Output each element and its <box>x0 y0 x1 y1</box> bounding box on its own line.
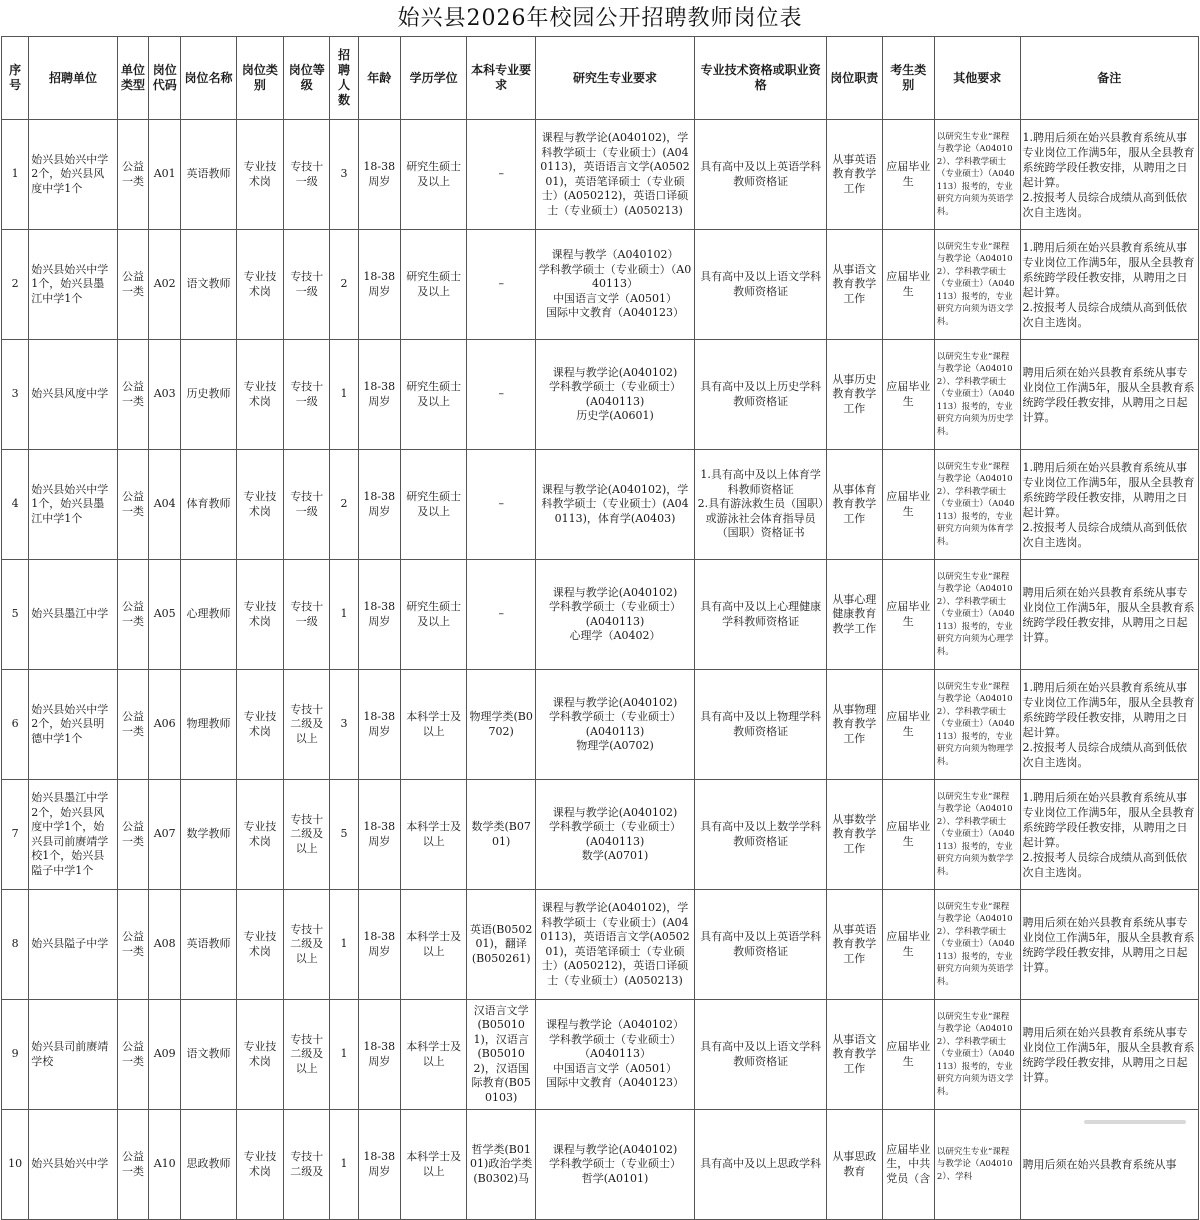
job-duty-cell: 从事心理健康教育教学工作 <box>827 560 882 670</box>
position-name-cell: 心理教师 <box>181 560 236 670</box>
header-row <box>2 37 1199 120</box>
position-level-cell: 专技十二级及以上 <box>284 670 330 780</box>
remarks-cell: 聘用后须在始兴县教育系统从事专业岗位工作满5年，服从全县教育系统跨学段任教安排，从聘用之日起计算。 <box>1020 890 1198 1000</box>
job-duty-cell: 从事语文教育教学工作 <box>827 230 882 340</box>
recruiting-unit-cell: 始兴县始兴中学1个，始兴县墨江中学1个 <box>29 230 118 340</box>
other-requirements-cell: 以研究生专业“课程与教学论（A040102）、学科 <box>934 1110 1020 1220</box>
age-range-cell: 18-38周岁 <box>358 120 400 230</box>
position-name-cell: 语文教师 <box>181 1000 236 1110</box>
row-number-cell: 4 <box>2 450 29 560</box>
recruiting-unit-cell: 始兴县始兴中学1个，始兴县墨江中学1个 <box>29 450 118 560</box>
grad-major-cell: 课程与教学论（A040102） 学科教学硕士（专业硕士） （A040113） 中国语言文学（A0501） 国际中文教育（A040123） <box>535 1000 694 1110</box>
other-requirements-cell: 以研究生专业“课程与教学论（A040102）、学科教学硕士（专业硕士）（A040113）报考的，专业研究方向须为英语学科。 <box>934 120 1020 230</box>
undergrad-major-cell: 哲学类(B0101)政治学类(B0302)马 <box>467 1110 536 1220</box>
job-duty-cell: 从事物理教育教学工作 <box>827 670 882 780</box>
table-row <box>2 230 1199 340</box>
education-degree-cell: 研究生硕士及以上 <box>400 120 467 230</box>
qualification-cell: 具有高中及以上数学学科教师资格证 <box>695 780 827 890</box>
row-number-cell: 5 <box>2 560 29 670</box>
recruiting-unit-cell: 始兴县风度中学 <box>29 340 118 450</box>
remarks-cell: 聘用后须在始兴县教育系统从事 <box>1020 1110 1198 1220</box>
grad-major-cell: 课程与教学论(A040102) 学科教学硕士（专业硕士） (A040113) 数学(A0701) <box>535 780 694 890</box>
position-name-cell: 体育教师 <box>181 450 236 560</box>
qualification-cell: 具有高中及以上语文学科教师资格证 <box>695 230 827 340</box>
candidate-type-cell: 应届毕业生 <box>882 450 934 560</box>
remarks-cell: 1.聘用后须在始兴县教育系统从事专业岗位工作满5年，服从全县教育系统跨学段任教安排，从聘用之日起计算。 2.按报考人员综合成绩从高到低依次自主选岗。 <box>1020 120 1198 230</box>
grad-major-cell: 课程与教学论(A040102)，学科教学硕士（专业硕士）(A040113)，英语语言文学(A050201)，英语笔译硕士（专业硕士）(A050212)，英语口译硕士（专业硕士）(A050213) <box>535 120 694 230</box>
table-row <box>2 890 1199 1000</box>
column-header: 单位类型 <box>117 37 148 120</box>
undergrad-major-cell: 物理学类(B0702) <box>467 670 536 780</box>
remarks-cell: 聘用后须在始兴县教育系统从事专业岗位工作满5年，服从全县教育系统跨学段任教安排，从聘用之日起计算。 <box>1020 1000 1198 1110</box>
watermark <box>1076 1111 1194 1133</box>
remarks-cell: 1.聘用后须在始兴县教育系统从事专业岗位工作满5年，服从全县教育系统跨学段任教安排，从聘用之日起计算。 2.按报考人员综合成绩从高到低依次自主选岗。 <box>1020 450 1198 560</box>
position-code-cell: A05 <box>149 560 181 670</box>
candidate-type-cell: 应届毕业生 <box>882 670 934 780</box>
position-category-cell: 专业技术岗 <box>236 120 283 230</box>
position-code-cell: A06 <box>149 670 181 780</box>
qualification-cell: 具有高中及以上英语学科教师资格证 <box>695 120 827 230</box>
column-header: 年龄 <box>358 37 400 120</box>
undergrad-major-cell: 英语(B050201)，翻译(B050261) <box>467 890 536 1000</box>
table-row <box>2 780 1199 890</box>
hiring-count-cell: 1 <box>330 1110 358 1220</box>
other-requirements-cell: 以研究生专业“课程与教学论（A040102）、学科教学硕士（专业硕士）（A040113）报考的，专业研究方向须为语文学科。 <box>934 1000 1020 1110</box>
hiring-count-cell: 1 <box>330 340 358 450</box>
education-degree-cell: 本科学士及以上 <box>400 1000 467 1110</box>
remarks-cell: 聘用后须在始兴县教育系统从事专业岗位工作满5年，服从全县教育系统跨学段任教安排，从聘用之日起计算。 <box>1020 340 1198 450</box>
row-number-cell: 8 <box>2 890 29 1000</box>
position-code-cell: A04 <box>149 450 181 560</box>
unit-type-cell: 公益一类 <box>117 340 148 450</box>
job-duty-cell: 从事历史教育教学工作 <box>827 340 882 450</box>
qualification-cell: 具有高中及以上思政学科 <box>695 1110 827 1220</box>
education-degree-cell: 研究生硕士及以上 <box>400 230 467 340</box>
age-range-cell: 18-38周岁 <box>358 450 400 560</box>
other-requirements-cell: 以研究生专业“课程与教学论（A040102）、学科教学硕士（专业硕士）（A040113）报考的，专业研究方向须为体育学科。 <box>934 450 1020 560</box>
position-category-cell: 专业技术岗 <box>236 670 283 780</box>
row-number-cell: 2 <box>2 230 29 340</box>
hiring-count-cell: 1 <box>330 560 358 670</box>
age-range-cell: 18-38周岁 <box>358 1000 400 1110</box>
grad-major-cell: 课程与教学论(A040102) 学科教学硕士（专业硕士） (A040113) 历史学(A0601) <box>535 340 694 450</box>
other-requirements-cell: 以研究生专业“课程与教学论（A040102）、学科教学硕士（专业硕士）（A040113）报考的，专业研究方向须为英语学科。 <box>934 890 1020 1000</box>
remarks-cell: 1.聘用后须在始兴县教育系统从事专业岗位工作满5年，服从全县教育系统跨学段任教安排，从聘用之日起计算。 2.按报考人员综合成绩从高到低依次自主选岗。 <box>1020 780 1198 890</box>
table-row <box>2 450 1199 560</box>
remarks-cell: 1.聘用后须在始兴县教育系统从事专业岗位工作满5年，服从全县教育系统跨学段任教安排，从聘用之日起计算。 2.按报考人员综合成绩从高到低依次自主选岗。 <box>1020 670 1198 780</box>
job-duty-cell: 从事英语教育教学工作 <box>827 120 882 230</box>
undergrad-major-cell: – <box>467 120 536 230</box>
position-code-cell: A01 <box>149 120 181 230</box>
candidate-type-cell: 应届毕业生 <box>882 340 934 450</box>
undergrad-major-cell: – <box>467 560 536 670</box>
row-number-cell: 1 <box>2 120 29 230</box>
recruiting-unit-cell: 始兴县始兴中学2个，始兴县明德中学1个 <box>29 670 118 780</box>
qualification-cell: 具有高中及以上语文学科教师资格证 <box>695 1000 827 1110</box>
column-header: 岗位代码 <box>149 37 181 120</box>
hiring-count-cell: 2 <box>330 450 358 560</box>
row-number-cell: 3 <box>2 340 29 450</box>
recruiting-unit-cell: 始兴县墨江中学2个，始兴县风度中学1个，始兴县司前赓靖学校1个，始兴县隘子中学1个 <box>29 780 118 890</box>
unit-type-cell: 公益一类 <box>117 1000 148 1110</box>
grad-major-cell: 课程与教学（A040102） 学科教学硕士（专业硕士）（A040113） 中国语言文学（A0501） 国际中文教育（A040123） <box>535 230 694 340</box>
age-range-cell: 18-38周岁 <box>358 560 400 670</box>
job-duty-cell: 从事英语教育教学工作 <box>827 890 882 1000</box>
position-code-cell: A10 <box>149 1110 181 1220</box>
column-header: 研究生专业要求 <box>535 37 694 120</box>
column-header: 专业技术资格或职业资格 <box>695 37 827 120</box>
unit-type-cell: 公益一类 <box>117 1110 148 1220</box>
unit-type-cell: 公益一类 <box>117 450 148 560</box>
hiring-count-cell: 1 <box>330 890 358 1000</box>
position-name-cell: 物理教师 <box>181 670 236 780</box>
position-category-cell: 专业技术岗 <box>236 230 283 340</box>
position-code-cell: A03 <box>149 340 181 450</box>
position-category-cell: 专业技术岗 <box>236 780 283 890</box>
other-requirements-cell: 以研究生专业“课程与教学论（A040102）、学科教学硕士（专业硕士）（A040113）报考的，专业研究方向须为历史学科。 <box>934 340 1020 450</box>
undergrad-major-cell: – <box>467 450 536 560</box>
column-header: 其他要求 <box>934 37 1020 120</box>
undergrad-major-cell: – <box>467 340 536 450</box>
candidate-type-cell: 应届毕业生，中共党员（含 <box>882 1110 934 1220</box>
hiring-count-cell: 2 <box>330 230 358 340</box>
table-row <box>2 560 1199 670</box>
position-category-cell: 专业技术岗 <box>236 560 283 670</box>
education-degree-cell: 研究生硕士及以上 <box>400 450 467 560</box>
remarks-cell: 聘用后须在始兴县教育系统从事专业岗位工作满5年，服从全县教育系统跨学段任教安排，从聘用之日起计算。 <box>1020 560 1198 670</box>
recruiting-unit-cell: 始兴县始兴中学2个，始兴县风度中学1个 <box>29 120 118 230</box>
candidate-type-cell: 应届毕业生 <box>882 560 934 670</box>
job-duty-cell: 从事数学教育教学工作 <box>827 780 882 890</box>
row-number-cell: 9 <box>2 1000 29 1110</box>
other-requirements-cell: 以研究生专业“课程与教学论（A040102）、学科教学硕士（专业硕士）（A040113）报考的，专业研究方向须为语文学科。 <box>934 230 1020 340</box>
hiring-count-cell: 3 <box>330 670 358 780</box>
hiring-count-cell: 5 <box>330 780 358 890</box>
column-header: 岗位职责 <box>827 37 882 120</box>
position-level-cell: 专技十一级 <box>284 230 330 340</box>
job-duty-cell: 从事体育教育教学工作 <box>827 450 882 560</box>
position-level-cell: 专技十二级及以上 <box>284 890 330 1000</box>
education-degree-cell: 本科学士及以上 <box>400 780 467 890</box>
education-degree-cell: 本科学士及以上 <box>400 1110 467 1220</box>
remarks-cell: 1.聘用后须在始兴县教育系统从事专业岗位工作满5年，服从全县教育系统跨学段任教安排，从聘用之日起计算。 2.按报考人员综合成绩从高到低依次自主选岗。 <box>1020 230 1198 340</box>
qualification-cell: 具有高中及以上物理学科教师资格证 <box>695 670 827 780</box>
row-number-cell: 10 <box>2 1110 29 1220</box>
column-header: 备注 <box>1020 37 1198 120</box>
qualification-cell: 具有高中及以上历史学科教师资格证 <box>695 340 827 450</box>
unit-type-cell: 公益一类 <box>117 230 148 340</box>
position-code-cell: A08 <box>149 890 181 1000</box>
qualification-cell: 具有高中及以上英语学科教师资格证 <box>695 890 827 1000</box>
job-duty-cell: 从事语文教育教学工作 <box>827 1000 882 1110</box>
job-duty-cell: 从事思政教育 <box>827 1110 882 1220</box>
unit-type-cell: 公益一类 <box>117 120 148 230</box>
position-name-cell: 语文教师 <box>181 230 236 340</box>
column-header: 学历学位 <box>400 37 467 120</box>
position-level-cell: 专技十二级及以上 <box>284 780 330 890</box>
table-row <box>2 1110 1199 1220</box>
position-code-cell: A02 <box>149 230 181 340</box>
position-level-cell: 专技十二级及 <box>284 1110 330 1220</box>
age-range-cell: 18-38周岁 <box>358 890 400 1000</box>
hiring-count-cell: 1 <box>330 1000 358 1110</box>
unit-type-cell: 公益一类 <box>117 560 148 670</box>
position-level-cell: 专技十一级 <box>284 450 330 560</box>
recruiting-unit-cell: 始兴县司前赓靖学校 <box>29 1000 118 1110</box>
position-category-cell: 专业技术岗 <box>236 340 283 450</box>
age-range-cell: 18-38周岁 <box>358 340 400 450</box>
column-header: 序号 <box>2 37 29 120</box>
position-name-cell: 思政教师 <box>181 1110 236 1220</box>
column-header: 岗位类别 <box>236 37 283 120</box>
table-body <box>2 120 1199 1220</box>
other-requirements-cell: 以研究生专业“课程与教学论（A040102）、学科教学硕士（专业硕士）（A040113）报考的，专业研究方向须为物理学科。 <box>934 670 1020 780</box>
candidate-type-cell: 应届毕业生 <box>882 890 934 1000</box>
education-degree-cell: 研究生硕士及以上 <box>400 340 467 450</box>
table-row <box>2 120 1199 230</box>
undergrad-major-cell: 汉语言文学(B050101)，汉语言(B050102)，汉语国际教育(B050103) <box>467 1000 536 1110</box>
column-header: 考生类别 <box>882 37 934 120</box>
unit-type-cell: 公益一类 <box>117 890 148 1000</box>
position-category-cell: 专业技术岗 <box>236 1110 283 1220</box>
row-number-cell: 7 <box>2 780 29 890</box>
table-row <box>2 670 1199 780</box>
recruiting-unit-cell: 始兴县墨江中学 <box>29 560 118 670</box>
recruitment-table <box>1 36 1199 1220</box>
grad-major-cell: 课程与教学论(A040102) 学科教学硕士（专业硕士） (A040113) 物理学(A0702) <box>535 670 694 780</box>
position-level-cell: 专技十一级 <box>284 560 330 670</box>
column-header: 岗位等级 <box>284 37 330 120</box>
table-row <box>2 1000 1199 1110</box>
position-level-cell: 专技十二级及以上 <box>284 1000 330 1110</box>
undergrad-major-cell: 数学类(B0701) <box>467 780 536 890</box>
qualification-cell: 具有高中及以上心理健康学科教师资格证 <box>695 560 827 670</box>
position-code-cell: A09 <box>149 1000 181 1110</box>
candidate-type-cell: 应届毕业生 <box>882 120 934 230</box>
education-degree-cell: 本科学士及以上 <box>400 890 467 1000</box>
page-title: 始兴县2026年校园公开招聘教师岗位表 <box>397 6 803 31</box>
position-level-cell: 专技十一级 <box>284 340 330 450</box>
row-number-cell: 6 <box>2 670 29 780</box>
grad-major-cell: 课程与教学论(A040102) 学科教学硕士（专业硕士） 哲学(A0101) <box>535 1110 694 1220</box>
position-name-cell: 数学教师 <box>181 780 236 890</box>
education-degree-cell: 研究生硕士及以上 <box>400 560 467 670</box>
hiring-count-cell: 3 <box>330 120 358 230</box>
position-name-cell: 英语教师 <box>181 890 236 1000</box>
undergrad-major-cell: – <box>467 230 536 340</box>
table-row <box>2 340 1199 450</box>
age-range-cell: 18-38周岁 <box>358 670 400 780</box>
unit-type-cell: 公益一类 <box>117 780 148 890</box>
column-header: 招聘人数 <box>330 37 358 120</box>
unit-type-cell: 公益一类 <box>117 670 148 780</box>
recruiting-unit-cell: 始兴县隘子中学 <box>29 890 118 1000</box>
column-header: 本科专业要求 <box>467 37 536 120</box>
position-level-cell: 专技十一级 <box>284 120 330 230</box>
candidate-type-cell: 应届毕业生 <box>882 230 934 340</box>
column-header: 岗位名称 <box>181 37 236 120</box>
grad-major-cell: 课程与教学论(A040102)，学科教学硕士（专业硕士）(A040113)，英语语言文学(A050201)，英语笔译硕士（专业硕士）(A050212)，英语口译硕士（专业硕士）(A050213) <box>535 890 694 1000</box>
position-category-cell: 专业技术岗 <box>236 890 283 1000</box>
position-code-cell: A07 <box>149 780 181 890</box>
candidate-type-cell: 应届毕业生 <box>882 780 934 890</box>
education-degree-cell: 本科学士及以上 <box>400 670 467 780</box>
grad-major-cell: 课程与教学论(A040102) 学科教学硕士（专业硕士） (A040113) 心理学（A0402） <box>535 560 694 670</box>
age-range-cell: 18-38周岁 <box>358 780 400 890</box>
age-range-cell: 18-38周岁 <box>358 1110 400 1220</box>
position-category-cell: 专业技术岗 <box>236 450 283 560</box>
position-name-cell: 英语教师 <box>181 120 236 230</box>
position-category-cell: 专业技术岗 <box>236 1000 283 1110</box>
other-requirements-cell: 以研究生专业“课程与教学论（A040102）、学科教学硕士（专业硕士）（A040113）报考的，专业研究方向须为心理学科。 <box>934 560 1020 670</box>
column-header: 招聘单位 <box>29 37 118 120</box>
recruiting-unit-cell: 始兴县始兴中学 <box>29 1110 118 1220</box>
qualification-cell: 1.具有高中及以上体育学科教师资格证 2.具有游泳救生员（国职）或游泳社会体育指导员（国职）资格证书 <box>695 450 827 560</box>
position-name-cell: 历史教师 <box>181 340 236 450</box>
candidate-type-cell: 应届毕业生 <box>882 1000 934 1110</box>
grad-major-cell: 课程与教学论(A040102)，学科教学硕士（专业硕士）(A040113)，体育学(A0403) <box>535 450 694 560</box>
age-range-cell: 18-38周岁 <box>358 230 400 340</box>
other-requirements-cell: 以研究生专业“课程与教学论（A040102）、学科教学硕士（专业硕士）（A040113）报考的，专业研究方向须为数学学科。 <box>934 780 1020 890</box>
